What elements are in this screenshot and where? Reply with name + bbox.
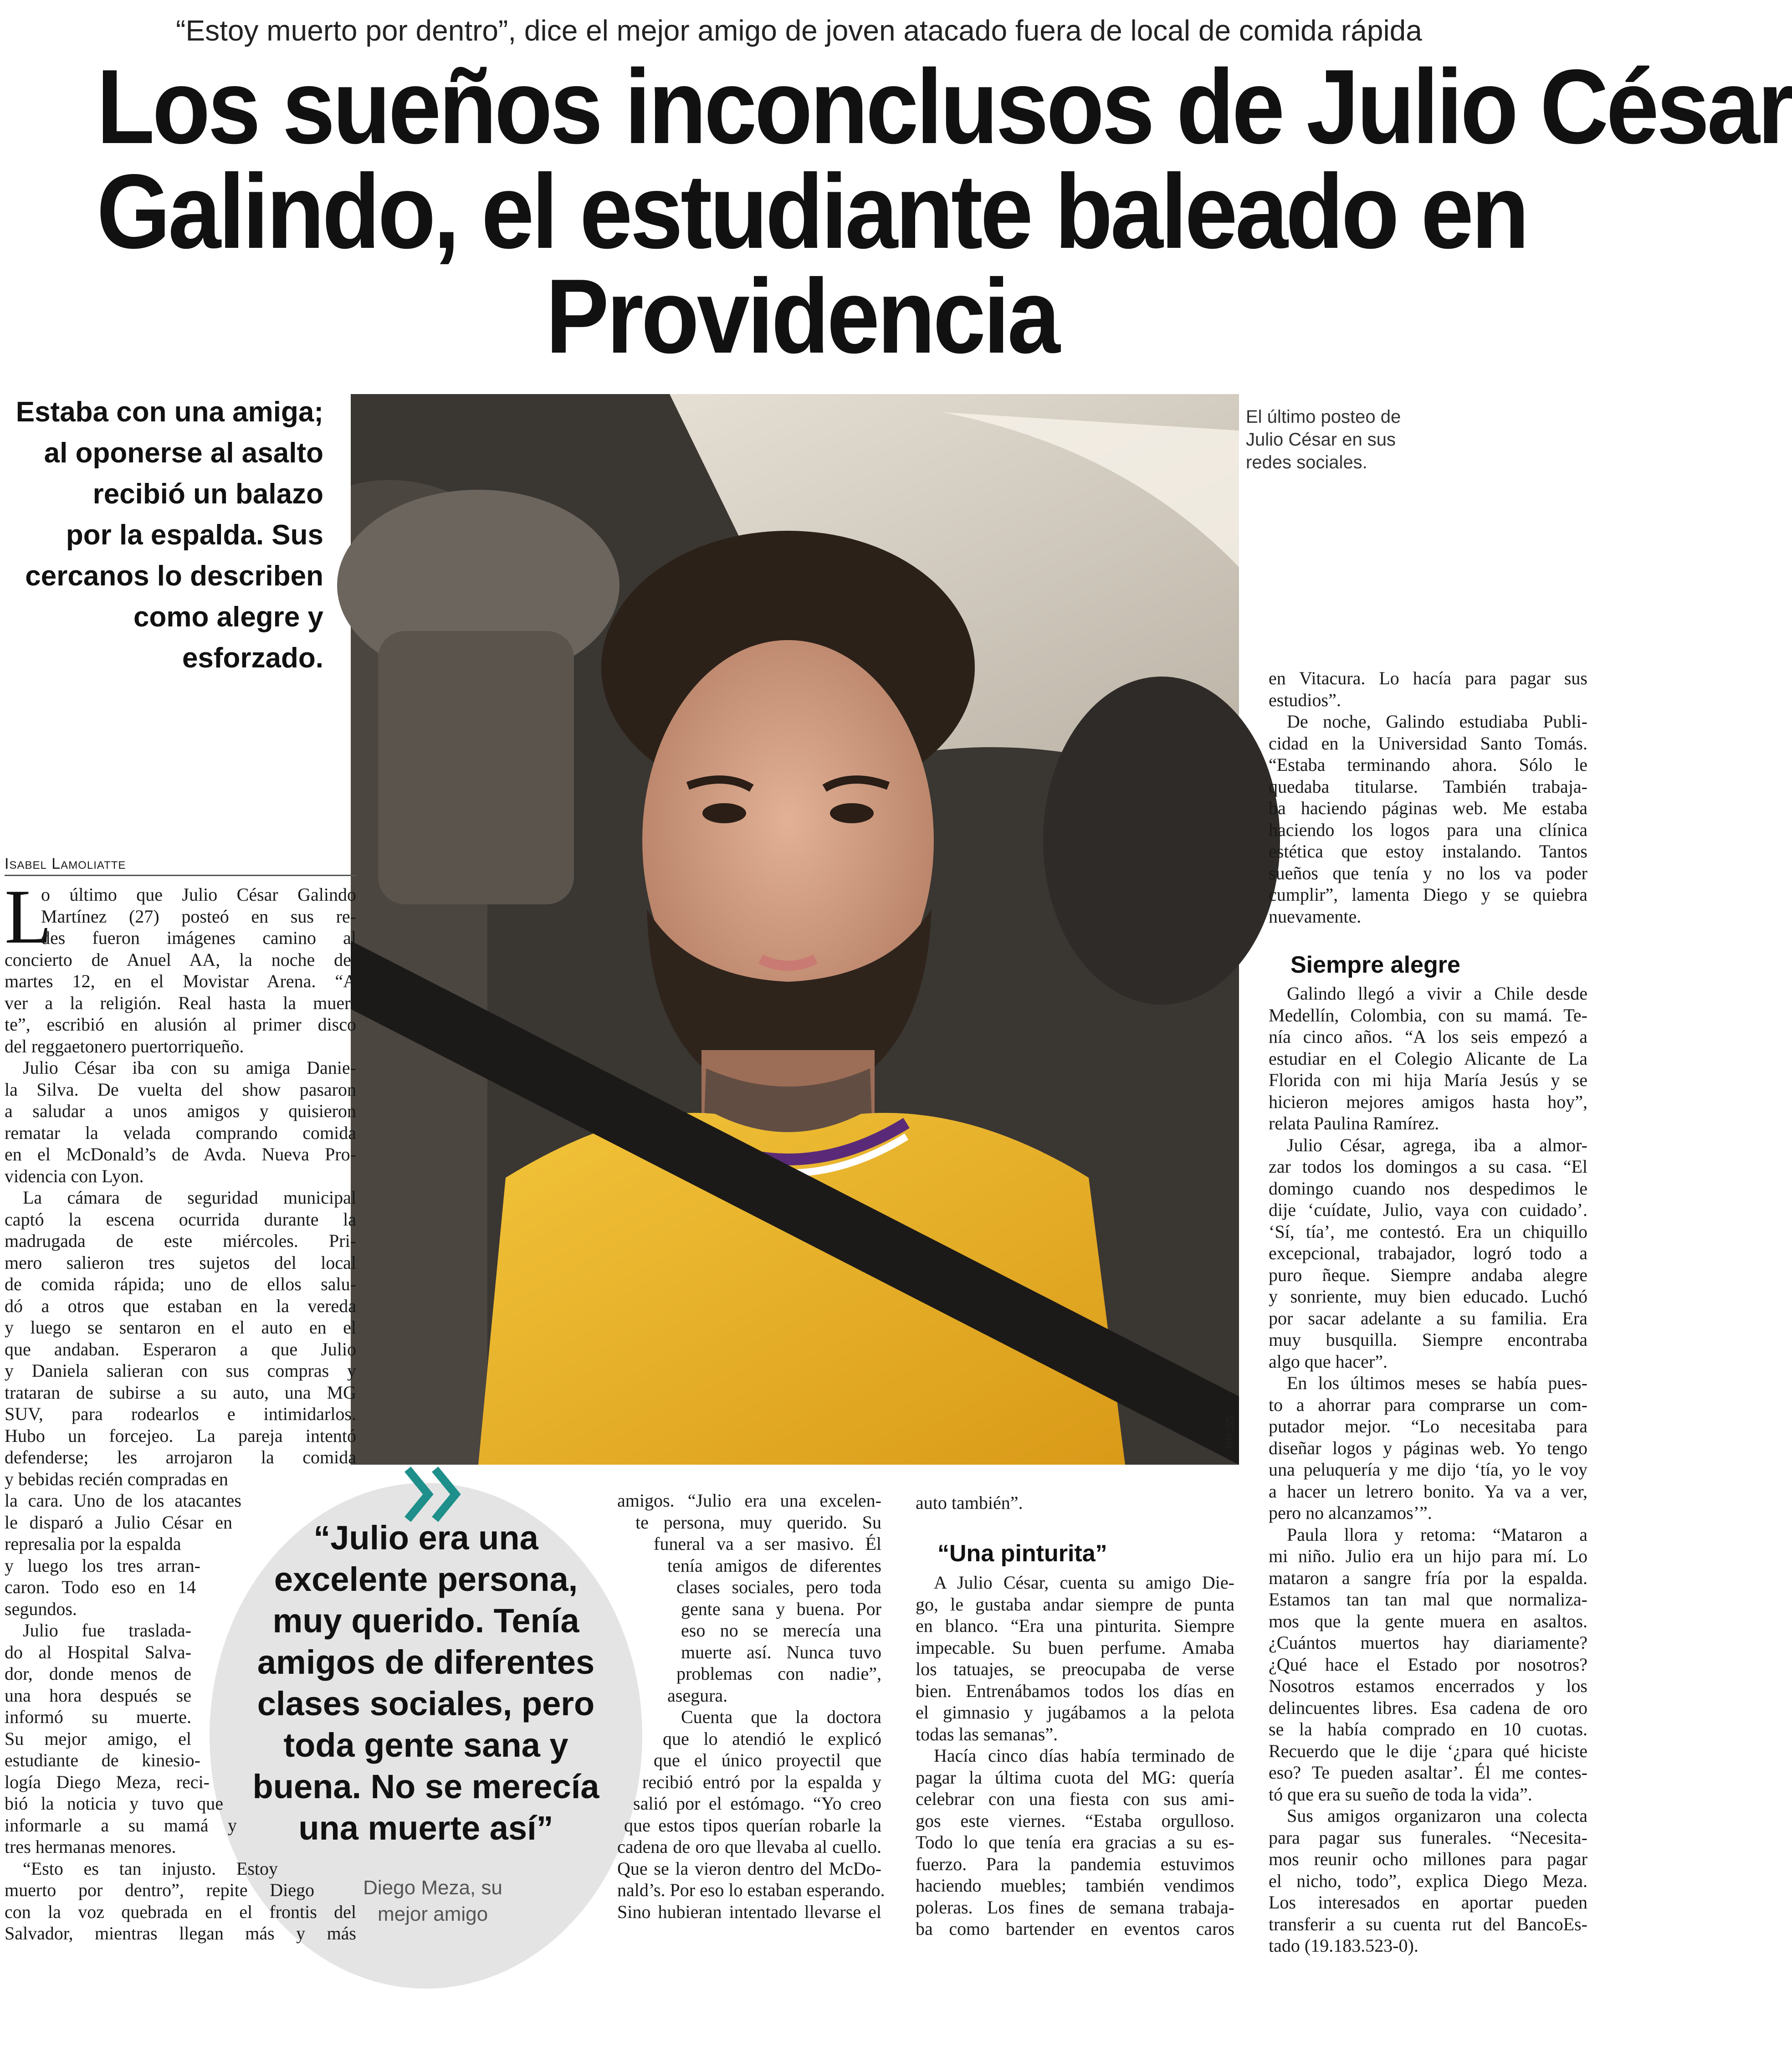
text-line: recibió entró por la espalda y [642, 1771, 881, 1792]
subhead-line: Estaba con una amiga; [15, 396, 323, 428]
text-line: y sonriente, muy bien educado. Luchó [1269, 1286, 1587, 1307]
text-line: muerto por dentro”, repite Diego [5, 1880, 314, 1900]
headline [97, 48, 1792, 375]
pull-quote-line: toda gente sana y [283, 1726, 568, 1764]
text-line: para pagar sus funerales. “Necesita- [1269, 1827, 1587, 1848]
text-line: muy busquilla. Siempre encontraba [1269, 1329, 1587, 1350]
text-line: “Estaba terminando ahora. Sólo le [1269, 754, 1587, 775]
text-line: eso? Te pueden asaltar’. Él me contes- [1269, 1762, 1587, 1783]
text-line: A Julio César, cuenta su amigo Die- [934, 1572, 1234, 1593]
text-line: Su mejor amigo, el [5, 1728, 191, 1749]
text-line: diseñar logos y páginas web. Yo tengo [1269, 1437, 1587, 1458]
headline-line: Galindo, el estudiante baleado en [97, 153, 1527, 271]
text-line: rematar la velada comprando comida [5, 1122, 356, 1143]
text-line: bien. Entrenábamos todos los días en [916, 1680, 1234, 1701]
text-line: algo que hacer”. [1269, 1351, 1388, 1372]
text-line: Salvador, mientras llegan más y más [5, 1923, 356, 1943]
kicker: “Estoy muerto por dentro”, dice el mejor amigo de joven atacado fuera de local de comida rápida [176, 14, 1422, 47]
text-line: en Vitacura. Lo hacía para pagar sus [1269, 668, 1587, 688]
text-line: transferir a su cuenta rut del BancoEs- [1269, 1913, 1587, 1934]
text-line: Paula llora y retoma: “Mataron a [1287, 1524, 1587, 1545]
text-line: trataran de subirse a su auto, una MG [5, 1382, 356, 1403]
text-line: puro ñeque. Siempre andaba alegre [1269, 1264, 1587, 1285]
text-line: informarle a su mamá y [5, 1815, 237, 1836]
section-heading-siempre-alegre: Siempre alegre [1290, 952, 1460, 978]
text-line: bió la noticia y tuvo que [5, 1793, 223, 1814]
text-line: celebrar con una fiesta con sus ami- [916, 1789, 1234, 1809]
text-line: en blanco. “Era una pinturita. Siempre [916, 1615, 1234, 1636]
text-line: cidad en la Universidad Santo Tomás. [1269, 733, 1587, 754]
photo-illustration [351, 394, 1239, 1465]
text-line: excepcional, trabajador, logró todo a [1269, 1243, 1587, 1263]
text-line: quedaba titularse. También trabaja- [1269, 776, 1587, 797]
text-line: logía Diego Meza, reci- [5, 1771, 210, 1792]
text-line: La cámara de seguridad municipal [23, 1187, 356, 1208]
subhead-line: al oponerse al asalto [44, 437, 323, 469]
text-line: los tatuajes, se preocupaba de verse [916, 1659, 1234, 1679]
text-line: le disparó a Julio César en [5, 1512, 232, 1533]
text-line: ba haciendo páginas web. Me estaba [1269, 798, 1587, 818]
text-line: De noche, Galindo estudiaba Publi- [1287, 711, 1587, 732]
subhead-line: recibió un balazo [92, 478, 323, 510]
drop-cap: L [5, 874, 52, 959]
text-line: se la había comprado en 10 cuotas. [1269, 1719, 1587, 1739]
subhead-line: esforzado. [182, 642, 323, 674]
text-line: concierto de Anuel AA, la noche del [5, 949, 356, 970]
text-line: gente sana y buena. Por [681, 1598, 881, 1619]
text-line: “Esto es tan injusto. Estoy [23, 1858, 278, 1879]
text-line: y luego los tres arran- [5, 1555, 200, 1576]
text-line: haciendo muebles; también vendimos [916, 1875, 1234, 1896]
text-line: una hora después se [5, 1685, 191, 1706]
text-line: sueños que tenía y no los va poder [1269, 862, 1587, 883]
text-line: captó la escena ocurrida durante la [5, 1209, 356, 1230]
text-line: nuevamente. [1269, 906, 1362, 927]
text-line: y luego se sentaron en el auto en el [5, 1317, 356, 1338]
pull-quote-author [319, 1875, 547, 1928]
text-line: defenderse; les arrojaron la comida [5, 1447, 356, 1467]
text-line: En los últimos meses se había pues- [1287, 1373, 1587, 1393]
column-4-top [1269, 667, 1587, 927]
text-line: mi niño. Julio era un hijo para mí. Lo [1269, 1546, 1587, 1566]
subhead-line: como alegre y [133, 601, 323, 633]
text-line: mero salieron tres sujetos del local [5, 1252, 356, 1273]
text-line: Todo lo que tenía era gracias a su es- [916, 1832, 1234, 1852]
text-line: y Daniela salieran con sus compras y [5, 1360, 356, 1381]
caption-line: El último posteo de [1246, 407, 1401, 427]
text-line: una peluquería y me dijo ‘tía, yo le voy [1269, 1459, 1587, 1480]
text-line: Medellín, Colombia, con su mamá. Te- [1269, 1005, 1587, 1026]
pull-quote-line: excelente persona, [274, 1560, 578, 1598]
text-line: o último que Julio César Galindo [41, 884, 356, 905]
text-line: haciendo los logos para una clínica [1269, 819, 1587, 840]
text-line: Martínez (27) posteó en sus re- [41, 906, 356, 927]
text-line: amigos. “Julio era una excelen- [617, 1490, 881, 1511]
byline: Isabel Lamoliatte [5, 855, 356, 876]
text-line: dije ‘cuídate, Julio, vaya con cuidado’. [1269, 1200, 1587, 1220]
text-line: putador mejor. “Lo necesitaba para [1269, 1416, 1587, 1436]
column-3 [916, 1492, 1234, 1514]
caption-line: Julio César en sus [1246, 430, 1396, 450]
text-line: nía cinco años. “A los seis empezó a [1269, 1026, 1587, 1047]
text-line: poleras. Los fines de semana trabaja- [916, 1897, 1234, 1918]
text-line: en el McDonald’s de Avda. Nueva Pro- [5, 1144, 356, 1164]
text-line: Estamos tan tan mal que normaliza- [1269, 1589, 1587, 1610]
author-line: Diego Meza, su [363, 1877, 502, 1899]
subhead [5, 392, 323, 679]
text-line: Hubo un forcejeo. La pareja intentó [5, 1425, 356, 1446]
text-line: de comida rápida; uno de ellos salu- [5, 1274, 356, 1294]
text-line: dó a otros que estaban en la vereda [5, 1295, 356, 1316]
text-line: pero no alcanzamos’”. [1269, 1502, 1432, 1523]
text-line: tado (19.183.523-0). [1269, 1935, 1418, 1956]
text-line: pagar la última cuota del MG: quería [916, 1767, 1234, 1788]
text-line: auto también”. [916, 1492, 1023, 1513]
text-line: ¿Qué hace el Estado por nosotros? [1269, 1654, 1587, 1675]
text-line: cadena de oro que llevaba al cuello. [617, 1836, 881, 1857]
text-line: estudios”. [1269, 689, 1341, 710]
text-line: tres hermanas menores. [5, 1836, 176, 1857]
pull-quote-line: una muerte así” [298, 1809, 553, 1847]
text-line: problemas con nadie”, [676, 1663, 881, 1684]
text-line: mataron a sangre fría por la espalda. [1269, 1567, 1587, 1588]
text-line: y bebidas recién compradas en [5, 1468, 228, 1489]
text-line: represalia por la espalda [5, 1533, 181, 1554]
text-line: Los interesados en aportar pueden [1269, 1892, 1587, 1913]
text-line: que el único proyectil que [654, 1750, 881, 1770]
text-line: eso no se merecía una [681, 1620, 881, 1641]
text-line: Florida con mi hija María Jesús y se [1269, 1070, 1587, 1090]
text-line: Recuerdo que le dije ‘¿para qué hiciste [1269, 1740, 1587, 1761]
column-4-body [1269, 983, 1587, 1957]
text-line: gos este viernes. “Estaba orgulloso. [916, 1810, 1234, 1831]
text-line: todas las semanas”. [916, 1723, 1058, 1744]
headline-line: Providencia [545, 257, 1058, 375]
text-line: Sino hubieran intentado llevarse el [617, 1901, 881, 1922]
photo-caption [1246, 405, 1437, 474]
text-line: to a ahorrar para comprarse un com- [1269, 1394, 1587, 1415]
text-line: del reggaetonero puertorriqueño. [5, 1036, 244, 1056]
text-line: cumplir”, lamenta Diego y se quiebra [1269, 884, 1587, 905]
text-line: ver a la religión. Real hasta la muer- [5, 992, 356, 1013]
text-line: hicieron mejores amigos hasta hoy”, [1269, 1091, 1587, 1112]
pull-quote-line: amigos de diferentes [257, 1643, 595, 1681]
text-line: relata Paulina Ramírez. [1269, 1113, 1439, 1133]
text-line: que estos tipos querían robarle la [624, 1815, 881, 1836]
text-line: ¿Cuántos muertos hay diariamente? [1269, 1632, 1587, 1653]
text-line: domingo cuando nos despedimos le [1269, 1178, 1587, 1199]
text-line: delincuentes libres. Esa cadena de oro [1269, 1697, 1587, 1718]
text-line: que andaban. Esperaron a que Julio [5, 1338, 356, 1359]
text-line: a hacer un letrero bonito. Ya va a ver, [1269, 1481, 1587, 1502]
text-line: estética que estoy instalando. Tantos [1269, 841, 1587, 861]
text-line: estudiar en el Colegio Alicante de La [1269, 1048, 1587, 1069]
text-line: el nicho, todo”, explica Diego Meza. [1269, 1870, 1587, 1891]
text-line: impecable. Su buen perfume. Amaba [916, 1637, 1234, 1658]
text-line: salió por el estómago. “Yo creo [633, 1793, 881, 1814]
text-line: des fueron imágenes camino al [41, 928, 356, 948]
text-line: el gimnasio y jugábamos a la pelota [916, 1702, 1234, 1723]
text-line: la Silva. De vuelta del show pasaron [5, 1079, 356, 1100]
text-line: asegura. [667, 1685, 728, 1706]
text-line: con la voz quebrada en el frontis del [5, 1901, 356, 1922]
text-line: Julio César, agrega, iba a almor- [1287, 1134, 1587, 1155]
text-line: a saludar a unos amigos y quisieron [5, 1101, 356, 1121]
text-line: clases sociales, pero toda [676, 1577, 881, 1597]
text-line: funeral va a ser masivo. Él [654, 1533, 881, 1554]
text-line: te persona, muy querido. Su [635, 1512, 881, 1533]
pull-quote-line: muy querido. Tenía [272, 1602, 579, 1640]
text-line: Sus amigos organizaron una colecta [1287, 1805, 1587, 1826]
text-line: Galindo llegó a vivir a Chile desde [1287, 983, 1587, 1004]
text-line: ‘Sí, tía’, me contestó. Era un chiquillo [1269, 1221, 1587, 1242]
text-line: segundos. [5, 1598, 77, 1619]
text-line: Cuenta que la doctora [681, 1707, 881, 1727]
text-line: la cara. Uno de los atacantes [5, 1490, 241, 1511]
text-line: informó su muerte. [5, 1707, 191, 1727]
text-line: Julio fue traslada- [23, 1620, 191, 1641]
caption-line: redes sociales. [1246, 452, 1367, 472]
text-line: go, le gustaba andar siempre de punta [916, 1594, 1234, 1615]
text-line: tó que era su sueño de toda la vida”. [1269, 1784, 1532, 1805]
text-line: martes 12, en el Movistar Arena. “A [5, 971, 356, 991]
text-line: Julio César iba con su amiga Danie- [23, 1057, 356, 1078]
column-3-body [916, 1572, 1234, 1940]
text-line: mos reunir ocho millones para pagar [1269, 1849, 1587, 1869]
text-line: Que se la vieron dentro del McDo- [617, 1858, 881, 1879]
text-line: videncia con Lyon. [5, 1165, 144, 1186]
headline-line: Los sueños inconclusos de Julio César [97, 48, 1792, 166]
text-line: Hacía cinco días había terminado de [934, 1745, 1234, 1766]
text-line: SUV, para rodearlos e intimidarlos. [5, 1404, 356, 1424]
column-1-top [5, 874, 356, 1490]
pull-quote [228, 1517, 624, 1849]
text-line: madrugada de este miércoles. Pri- [5, 1231, 356, 1251]
text-line: ba como bartender en eventos caros [916, 1918, 1234, 1939]
photo-credit: RR.SS. [1224, 1412, 1236, 1449]
text-line: te”, escribió en alusión al primer disco [5, 1014, 356, 1035]
text-line: por sacar adelante a su familia. Era [1269, 1308, 1587, 1328]
text-line: estudiante de kinesio- [5, 1750, 200, 1770]
text-line: fuerzo. Para la pandemia estuvimos [916, 1853, 1234, 1874]
text-line: tenía amigos de diferentes [667, 1555, 881, 1576]
text-line: que lo atendió le explicó [663, 1728, 881, 1749]
section-heading-una-pinturita: “Una pinturita” [937, 1540, 1107, 1567]
text-line: dor, donde menos de [5, 1663, 191, 1684]
text-line: Nosotros estamos encerrados y los [1269, 1676, 1587, 1696]
text-line: do al Hospital Salva- [5, 1641, 191, 1662]
text-line: mos que la gente muera en asaltos. [1269, 1610, 1587, 1631]
subhead-line: por la espalda. Sus [66, 519, 323, 551]
text-line: nald’s. Por eso lo estaban esperando. [617, 1880, 885, 1900]
author-line: mejor amigo [377, 1903, 488, 1925]
article-photo [351, 394, 1239, 1465]
text-line: zar todos los domingos a su casa. “El [1269, 1156, 1587, 1177]
pull-quote-line: buena. No se merecía [252, 1768, 599, 1805]
pull-quote-line: clases sociales, pero [257, 1685, 595, 1723]
pull-quote-line: “Julio era una [313, 1519, 538, 1557]
text-line: muerte así. Nunca tuvo [681, 1641, 881, 1662]
quote-chevron-icon [403, 1465, 467, 1524]
column-2 [617, 1490, 885, 1923]
text-line: caron. Todo eso en 14 [5, 1577, 196, 1597]
subhead-line: cercanos lo describen [25, 560, 323, 592]
